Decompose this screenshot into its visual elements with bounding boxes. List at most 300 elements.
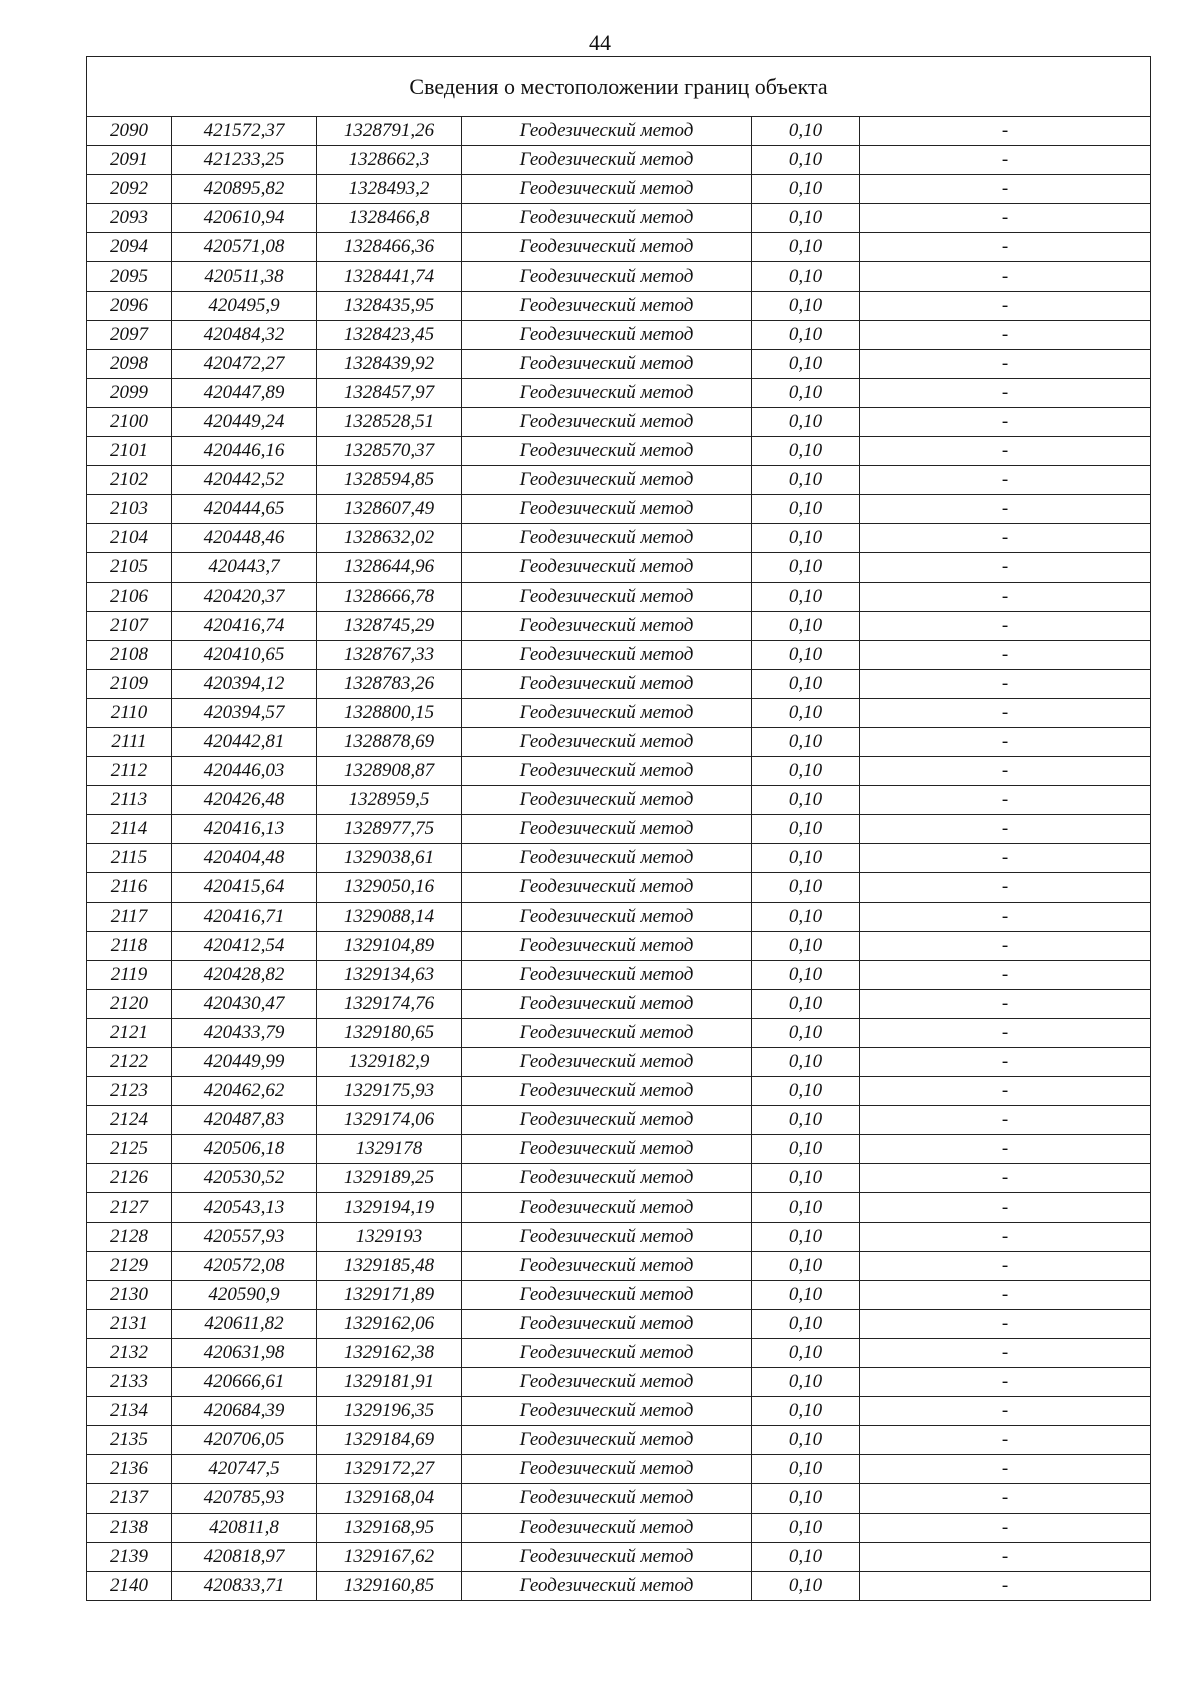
y-coordinate-cell: 1329189,25	[317, 1164, 462, 1193]
y-coordinate-cell: 1328908,87	[317, 757, 462, 786]
point-number-cell: 2102	[87, 466, 172, 495]
point-number-cell: 2104	[87, 524, 172, 553]
point-number-cell: 2122	[87, 1048, 172, 1077]
x-coordinate-cell: 420416,71	[172, 902, 317, 931]
table-row	[87, 407, 1151, 436]
accuracy-cell: 0,10	[752, 378, 860, 407]
y-coordinate-cell: 1328632,02	[317, 524, 462, 553]
y-coordinate-cell: 1329171,89	[317, 1280, 462, 1309]
method-cell: Геодезический метод	[462, 262, 752, 291]
table-row	[87, 320, 1151, 349]
x-coordinate-cell: 420462,62	[172, 1077, 317, 1106]
method-cell: Геодезический метод	[462, 1542, 752, 1571]
point-number-cell: 2095	[87, 262, 172, 291]
y-coordinate-cell: 1328767,33	[317, 640, 462, 669]
table-row	[87, 727, 1151, 756]
x-coordinate-cell: 420412,54	[172, 931, 317, 960]
table-row	[87, 902, 1151, 931]
point-number-cell: 2094	[87, 233, 172, 262]
accuracy-cell: 0,10	[752, 989, 860, 1018]
description-cell: -	[860, 349, 1151, 378]
point-number-cell: 2114	[87, 815, 172, 844]
point-number-cell: 2137	[87, 1484, 172, 1513]
table-title-row	[87, 57, 1151, 117]
table-row	[87, 349, 1151, 378]
accuracy-cell: 0,10	[752, 1426, 860, 1455]
y-coordinate-cell: 1329184,69	[317, 1426, 462, 1455]
method-cell: Геодезический метод	[462, 698, 752, 727]
y-coordinate-cell: 1329162,38	[317, 1338, 462, 1367]
description-cell: -	[860, 466, 1151, 495]
description-cell: -	[860, 553, 1151, 582]
y-coordinate-cell: 1328570,37	[317, 437, 462, 466]
x-coordinate-cell: 420557,93	[172, 1222, 317, 1251]
accuracy-cell: 0,10	[752, 1222, 860, 1251]
accuracy-cell: 0,10	[752, 1542, 860, 1571]
y-coordinate-cell: 1329175,93	[317, 1077, 462, 1106]
x-coordinate-cell: 420446,16	[172, 437, 317, 466]
x-coordinate-cell: 420410,65	[172, 640, 317, 669]
point-number-cell: 2101	[87, 437, 172, 466]
y-coordinate-cell: 1328959,5	[317, 786, 462, 815]
y-coordinate-cell: 1329172,27	[317, 1455, 462, 1484]
x-coordinate-cell: 420416,74	[172, 611, 317, 640]
y-coordinate-cell: 1329174,06	[317, 1106, 462, 1135]
accuracy-cell: 0,10	[752, 611, 860, 640]
table-row	[87, 146, 1151, 175]
table-row	[87, 1193, 1151, 1222]
accuracy-cell: 0,10	[752, 553, 860, 582]
y-coordinate-cell: 1328662,3	[317, 146, 462, 175]
point-number-cell: 2111	[87, 727, 172, 756]
point-number-cell: 2105	[87, 553, 172, 582]
accuracy-cell: 0,10	[752, 1397, 860, 1426]
description-cell: -	[860, 1251, 1151, 1280]
y-coordinate-cell: 1329174,76	[317, 989, 462, 1018]
table-row	[87, 1222, 1151, 1251]
point-number-cell: 2112	[87, 757, 172, 786]
method-cell: Геодезический метод	[462, 611, 752, 640]
method-cell: Геодезический метод	[462, 902, 752, 931]
method-cell: Геодезический метод	[462, 1309, 752, 1338]
description-cell: -	[860, 262, 1151, 291]
table-row	[87, 640, 1151, 669]
accuracy-cell: 0,10	[752, 960, 860, 989]
point-number-cell: 2127	[87, 1193, 172, 1222]
x-coordinate-cell: 421233,25	[172, 146, 317, 175]
method-cell: Геодезический метод	[462, 1455, 752, 1484]
accuracy-cell: 0,10	[752, 727, 860, 756]
point-number-cell: 2130	[87, 1280, 172, 1309]
table-row	[87, 960, 1151, 989]
point-number-cell: 2115	[87, 844, 172, 873]
point-number-cell: 2107	[87, 611, 172, 640]
point-number-cell: 2121	[87, 1018, 172, 1047]
method-cell: Геодезический метод	[462, 640, 752, 669]
x-coordinate-cell: 420404,48	[172, 844, 317, 873]
accuracy-cell: 0,10	[752, 582, 860, 611]
method-cell: Геодезический метод	[462, 582, 752, 611]
point-number-cell: 2113	[87, 786, 172, 815]
description-cell: -	[860, 1135, 1151, 1164]
accuracy-cell: 0,10	[752, 233, 860, 262]
description-cell: -	[860, 407, 1151, 436]
method-cell: Геодезический метод	[462, 873, 752, 902]
x-coordinate-cell: 420394,12	[172, 669, 317, 698]
table-row	[87, 1280, 1151, 1309]
point-number-cell: 2106	[87, 582, 172, 611]
description-cell: -	[860, 582, 1151, 611]
accuracy-cell: 0,10	[752, 786, 860, 815]
y-coordinate-cell: 1328977,75	[317, 815, 462, 844]
table-row	[87, 1164, 1151, 1193]
accuracy-cell: 0,10	[752, 1513, 860, 1542]
x-coordinate-cell: 420415,64	[172, 873, 317, 902]
description-cell: -	[860, 640, 1151, 669]
table-row	[87, 1455, 1151, 1484]
point-number-cell: 2133	[87, 1368, 172, 1397]
table-row	[87, 291, 1151, 320]
method-cell: Геодезический метод	[462, 320, 752, 349]
table-row	[87, 495, 1151, 524]
method-cell: Геодезический метод	[462, 1513, 752, 1542]
description-cell: -	[860, 989, 1151, 1018]
accuracy-cell: 0,10	[752, 1048, 860, 1077]
page-number: 44	[589, 30, 611, 55]
x-coordinate-cell: 420426,48	[172, 786, 317, 815]
method-cell: Геодезический метод	[462, 989, 752, 1018]
point-number-cell: 2096	[87, 291, 172, 320]
point-number-cell: 2108	[87, 640, 172, 669]
point-number-cell: 2134	[87, 1397, 172, 1426]
method-cell: Геодезический метод	[462, 466, 752, 495]
method-cell: Геодезический метод	[462, 1077, 752, 1106]
y-coordinate-cell: 1328435,95	[317, 291, 462, 320]
method-cell: Геодезический метод	[462, 727, 752, 756]
accuracy-cell: 0,10	[752, 1077, 860, 1106]
table-row	[87, 1426, 1151, 1455]
accuracy-cell: 0,10	[752, 844, 860, 873]
point-number-cell: 2118	[87, 931, 172, 960]
accuracy-cell: 0,10	[752, 1193, 860, 1222]
y-coordinate-cell: 1329134,63	[317, 960, 462, 989]
table-row	[87, 378, 1151, 407]
y-coordinate-cell: 1329050,16	[317, 873, 462, 902]
method-cell: Геодезический метод	[462, 524, 752, 553]
y-coordinate-cell: 1329196,35	[317, 1397, 462, 1426]
description-cell: -	[860, 1426, 1151, 1455]
y-coordinate-cell: 1328466,8	[317, 204, 462, 233]
y-coordinate-cell: 1328745,29	[317, 611, 462, 640]
description-cell: -	[860, 698, 1151, 727]
accuracy-cell: 0,10	[752, 815, 860, 844]
description-cell: -	[860, 1542, 1151, 1571]
description-cell: -	[860, 524, 1151, 553]
y-coordinate-cell: 1329104,89	[317, 931, 462, 960]
point-number-cell: 2103	[87, 495, 172, 524]
table-row	[87, 1571, 1151, 1600]
table-row	[87, 1251, 1151, 1280]
point-number-cell: 2097	[87, 320, 172, 349]
method-cell: Геодезический метод	[462, 553, 752, 582]
y-coordinate-cell: 1328466,36	[317, 233, 462, 262]
description-cell: -	[860, 1455, 1151, 1484]
table-row	[87, 931, 1151, 960]
method-cell: Геодезический метод	[462, 378, 752, 407]
accuracy-cell: 0,10	[752, 757, 860, 786]
table-row	[87, 786, 1151, 815]
accuracy-cell: 0,10	[752, 931, 860, 960]
description-cell: -	[860, 1106, 1151, 1135]
accuracy-cell: 0,10	[752, 1309, 860, 1338]
x-coordinate-cell: 420446,03	[172, 757, 317, 786]
accuracy-cell: 0,10	[752, 524, 860, 553]
accuracy-cell: 0,10	[752, 349, 860, 378]
method-cell: Геодезический метод	[462, 1484, 752, 1513]
accuracy-cell: 0,10	[752, 1484, 860, 1513]
accuracy-cell: 0,10	[752, 262, 860, 291]
method-cell: Геодезический метод	[462, 1018, 752, 1047]
table-row	[87, 524, 1151, 553]
description-cell: -	[860, 378, 1151, 407]
method-cell: Геодезический метод	[462, 1397, 752, 1426]
table-row	[87, 989, 1151, 1018]
description-cell: -	[860, 117, 1151, 146]
y-coordinate-cell: 1328644,96	[317, 553, 462, 582]
accuracy-cell: 0,10	[752, 1164, 860, 1193]
description-cell: -	[860, 611, 1151, 640]
accuracy-cell: 0,10	[752, 1571, 860, 1600]
x-coordinate-cell: 420590,9	[172, 1280, 317, 1309]
y-coordinate-cell: 1328594,85	[317, 466, 462, 495]
description-cell: -	[860, 1309, 1151, 1338]
method-cell: Геодезический метод	[462, 1426, 752, 1455]
y-coordinate-cell: 1329185,48	[317, 1251, 462, 1280]
point-number-cell: 2140	[87, 1571, 172, 1600]
table-row	[87, 1077, 1151, 1106]
description-cell: -	[860, 1397, 1151, 1426]
x-coordinate-cell: 420610,94	[172, 204, 317, 233]
y-coordinate-cell: 1328800,15	[317, 698, 462, 727]
method-cell: Геодезический метод	[462, 437, 752, 466]
accuracy-cell: 0,10	[752, 495, 860, 524]
description-cell: -	[860, 1222, 1151, 1251]
method-cell: Геодезический метод	[462, 117, 752, 146]
accuracy-cell: 0,10	[752, 640, 860, 669]
method-cell: Геодезический метод	[462, 1048, 752, 1077]
method-cell: Геодезический метод	[462, 1135, 752, 1164]
point-number-cell: 2135	[87, 1426, 172, 1455]
accuracy-cell: 0,10	[752, 117, 860, 146]
description-cell: -	[860, 291, 1151, 320]
accuracy-cell: 0,10	[752, 902, 860, 931]
description-cell: -	[860, 1077, 1151, 1106]
description-cell: -	[860, 1193, 1151, 1222]
point-number-cell: 2125	[87, 1135, 172, 1164]
x-coordinate-cell: 420530,52	[172, 1164, 317, 1193]
table-row	[87, 1048, 1151, 1077]
description-cell: -	[860, 902, 1151, 931]
x-coordinate-cell: 420430,47	[172, 989, 317, 1018]
method-cell: Геодезический метод	[462, 233, 752, 262]
x-coordinate-cell: 420484,32	[172, 320, 317, 349]
table-row	[87, 1018, 1151, 1047]
description-cell: -	[860, 786, 1151, 815]
x-coordinate-cell: 420416,13	[172, 815, 317, 844]
x-coordinate-cell: 420833,71	[172, 1571, 317, 1600]
description-cell: -	[860, 1048, 1151, 1077]
table-row	[87, 262, 1151, 291]
y-coordinate-cell: 1328878,69	[317, 727, 462, 756]
x-coordinate-cell: 420631,98	[172, 1338, 317, 1367]
method-cell: Геодезический метод	[462, 1338, 752, 1367]
description-cell: -	[860, 233, 1151, 262]
table-row	[87, 844, 1151, 873]
table-row	[87, 1484, 1151, 1513]
x-coordinate-cell: 420895,82	[172, 175, 317, 204]
method-cell: Геодезический метод	[462, 175, 752, 204]
table-row	[87, 815, 1151, 844]
y-coordinate-cell: 1329168,95	[317, 1513, 462, 1542]
description-cell: -	[860, 1164, 1151, 1193]
point-number-cell: 2120	[87, 989, 172, 1018]
x-coordinate-cell: 420472,27	[172, 349, 317, 378]
x-coordinate-cell: 420428,82	[172, 960, 317, 989]
y-coordinate-cell: 1329178	[317, 1135, 462, 1164]
method-cell: Геодезический метод	[462, 815, 752, 844]
point-number-cell: 2116	[87, 873, 172, 902]
description-cell: -	[860, 1018, 1151, 1047]
table-row	[87, 437, 1151, 466]
method-cell: Геодезический метод	[462, 1280, 752, 1309]
method-cell: Геодезический метод	[462, 291, 752, 320]
point-number-cell: 2090	[87, 117, 172, 146]
y-coordinate-cell: 1328457,97	[317, 378, 462, 407]
x-coordinate-cell: 420785,93	[172, 1484, 317, 1513]
point-number-cell: 2132	[87, 1338, 172, 1367]
description-cell: -	[860, 815, 1151, 844]
description-cell: -	[860, 1338, 1151, 1367]
method-cell: Геодезический метод	[462, 1164, 752, 1193]
accuracy-cell: 0,10	[752, 1338, 860, 1367]
x-coordinate-cell: 420420,37	[172, 582, 317, 611]
accuracy-cell: 0,10	[752, 146, 860, 175]
accuracy-cell: 0,10	[752, 1455, 860, 1484]
method-cell: Геодезический метод	[462, 960, 752, 989]
method-cell: Геодезический метод	[462, 146, 752, 175]
accuracy-cell: 0,10	[752, 873, 860, 902]
y-coordinate-cell: 1328423,45	[317, 320, 462, 349]
table-row	[87, 669, 1151, 698]
point-number-cell: 2128	[87, 1222, 172, 1251]
method-cell: Геодезический метод	[462, 204, 752, 233]
method-cell: Геодезический метод	[462, 1222, 752, 1251]
y-coordinate-cell: 1329194,19	[317, 1193, 462, 1222]
description-cell: -	[860, 1513, 1151, 1542]
point-number-cell: 2091	[87, 146, 172, 175]
y-coordinate-cell: 1329193	[317, 1222, 462, 1251]
x-coordinate-cell: 420495,9	[172, 291, 317, 320]
y-coordinate-cell: 1328607,49	[317, 495, 462, 524]
y-coordinate-cell: 1328791,26	[317, 117, 462, 146]
table-row	[87, 1106, 1151, 1135]
accuracy-cell: 0,10	[752, 1135, 860, 1164]
x-coordinate-cell: 420543,13	[172, 1193, 317, 1222]
point-number-cell: 2139	[87, 1542, 172, 1571]
x-coordinate-cell: 420666,61	[172, 1368, 317, 1397]
y-coordinate-cell: 1329160,85	[317, 1571, 462, 1600]
point-number-cell: 2109	[87, 669, 172, 698]
description-cell: -	[860, 931, 1151, 960]
table-row	[87, 466, 1151, 495]
x-coordinate-cell: 421572,37	[172, 117, 317, 146]
y-coordinate-cell: 1328493,2	[317, 175, 462, 204]
accuracy-cell: 0,10	[752, 407, 860, 436]
x-coordinate-cell: 420449,24	[172, 407, 317, 436]
method-cell: Геодезический метод	[462, 844, 752, 873]
x-coordinate-cell: 420443,7	[172, 553, 317, 582]
y-coordinate-cell: 1329182,9	[317, 1048, 462, 1077]
point-number-cell: 2126	[87, 1164, 172, 1193]
description-cell: -	[860, 960, 1151, 989]
accuracy-cell: 0,10	[752, 1280, 860, 1309]
y-coordinate-cell: 1329038,61	[317, 844, 462, 873]
point-number-cell: 2138	[87, 1513, 172, 1542]
table-row	[87, 873, 1151, 902]
accuracy-cell: 0,10	[752, 1018, 860, 1047]
accuracy-cell: 0,10	[752, 669, 860, 698]
point-number-cell: 2124	[87, 1106, 172, 1135]
y-coordinate-cell: 1329181,91	[317, 1368, 462, 1397]
x-coordinate-cell: 420449,99	[172, 1048, 317, 1077]
x-coordinate-cell: 420706,05	[172, 1426, 317, 1455]
point-number-cell: 2093	[87, 204, 172, 233]
x-coordinate-cell: 420572,08	[172, 1251, 317, 1280]
method-cell: Геодезический метод	[462, 757, 752, 786]
x-coordinate-cell: 420571,08	[172, 233, 317, 262]
table-row	[87, 1135, 1151, 1164]
method-cell: Геодезический метод	[462, 495, 752, 524]
x-coordinate-cell: 420811,8	[172, 1513, 317, 1542]
point-number-cell: 2136	[87, 1455, 172, 1484]
accuracy-cell: 0,10	[752, 204, 860, 233]
description-cell: -	[860, 495, 1151, 524]
accuracy-cell: 0,10	[752, 1368, 860, 1397]
table-row	[87, 757, 1151, 786]
description-cell: -	[860, 1484, 1151, 1513]
y-coordinate-cell: 1329168,04	[317, 1484, 462, 1513]
accuracy-cell: 0,10	[752, 1251, 860, 1280]
method-cell: Геодезический метод	[462, 931, 752, 960]
y-coordinate-cell: 1328528,51	[317, 407, 462, 436]
method-cell: Геодезический метод	[462, 669, 752, 698]
y-coordinate-cell: 1328666,78	[317, 582, 462, 611]
x-coordinate-cell: 420442,52	[172, 466, 317, 495]
x-coordinate-cell: 420511,38	[172, 262, 317, 291]
x-coordinate-cell: 420433,79	[172, 1018, 317, 1047]
point-number-cell: 2110	[87, 698, 172, 727]
point-number-cell: 2131	[87, 1309, 172, 1338]
y-coordinate-cell: 1328439,92	[317, 349, 462, 378]
method-cell: Геодезический метод	[462, 1251, 752, 1280]
description-cell: -	[860, 873, 1151, 902]
table-row	[87, 175, 1151, 204]
table-row	[87, 1513, 1151, 1542]
table-row	[87, 204, 1151, 233]
x-coordinate-cell: 420447,89	[172, 378, 317, 407]
x-coordinate-cell: 420487,83	[172, 1106, 317, 1135]
table-row	[87, 117, 1151, 146]
